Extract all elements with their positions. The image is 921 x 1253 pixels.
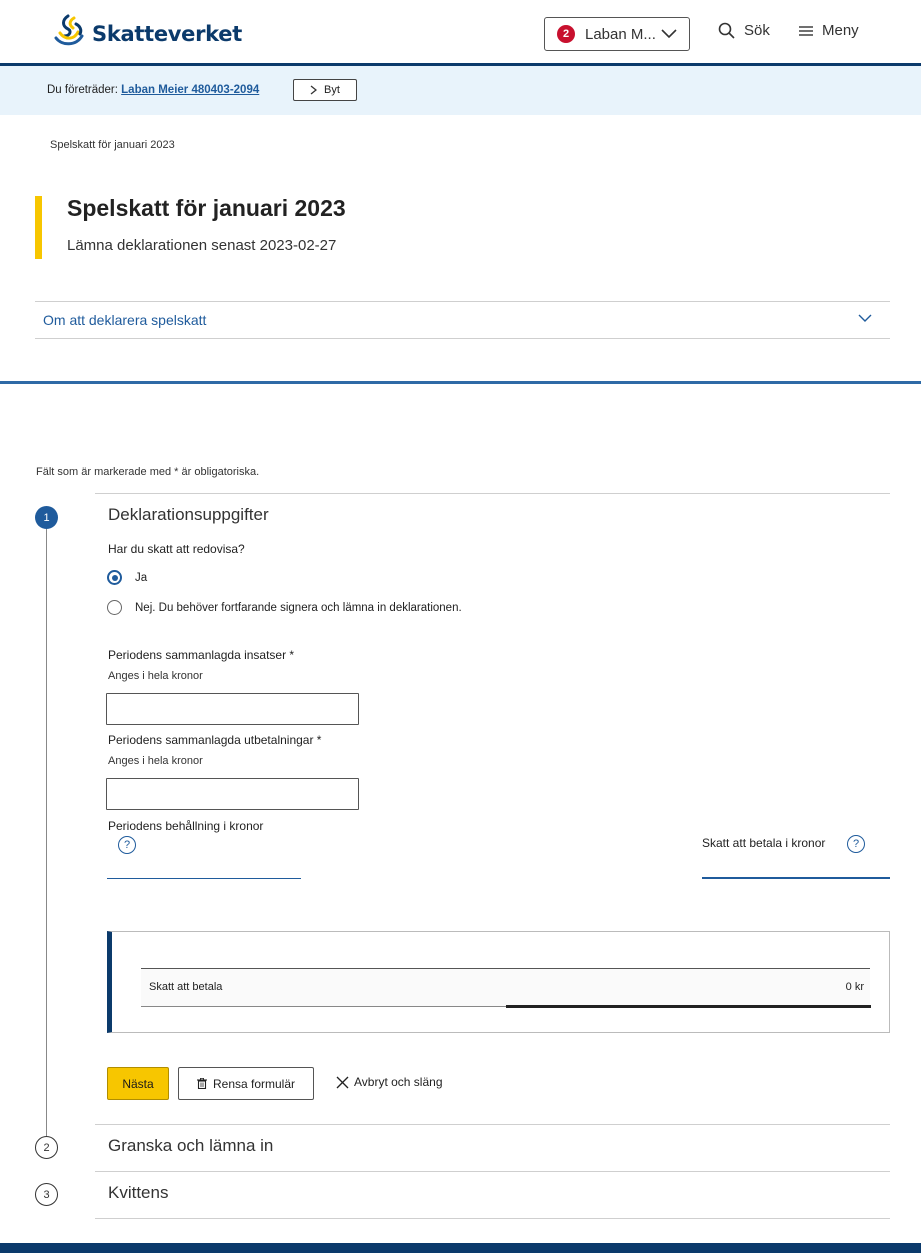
- step-progress-line: [46, 528, 47, 1148]
- step-number-2: 2: [35, 1136, 58, 1159]
- hamburger-icon: [799, 25, 813, 37]
- cancel-discard-label: Avbryt och släng: [354, 1075, 443, 1089]
- skatt-value-field: [702, 877, 890, 879]
- summary-value: 0 kr: [845, 981, 864, 993]
- summary-box: [107, 931, 890, 1033]
- switch-button[interactable]: [293, 79, 357, 101]
- step-title-3: Kvittens: [108, 1183, 169, 1202]
- step-divider: [95, 1124, 890, 1125]
- step-divider: [95, 1218, 890, 1219]
- behallning-label: Periodens behållning i kronor: [108, 819, 264, 833]
- radio-option-nej[interactable]: [107, 600, 462, 615]
- clear-form-label: Rensa formulär: [212, 1076, 296, 1091]
- step-divider: [95, 1171, 890, 1172]
- brand-name: Skatteverket: [92, 22, 242, 46]
- insatser-label: Periodens sammanlagda insatser *: [108, 648, 295, 662]
- chevron-down-icon: [858, 314, 872, 323]
- search-label: Sök: [744, 22, 770, 39]
- user-name: Laban M...: [585, 25, 656, 43]
- switch-label: Byt: [324, 84, 340, 96]
- section-divider: [0, 381, 921, 384]
- trash-icon: [197, 1078, 207, 1089]
- close-icon: [336, 1076, 349, 1089]
- notification-badge: 2: [557, 25, 575, 43]
- represented-person-link[interactable]: Laban Meier 480403-2094: [121, 84, 260, 96]
- required-note: Fält som är markerade med * är obligatoriska.: [36, 466, 260, 478]
- title-block: [35, 196, 346, 259]
- summary-label: Skatt att betala: [149, 981, 223, 993]
- represent-prefix: Du företräder:: [47, 84, 118, 96]
- represent-bar: [0, 66, 921, 115]
- step-number-3: 3: [35, 1183, 58, 1206]
- site-header: [0, 0, 921, 66]
- breadcrumb: Spelskatt för januari 2023: [50, 139, 175, 151]
- accordion-about[interactable]: [35, 301, 890, 339]
- summary-total-underline: [506, 1005, 871, 1008]
- insatser-hint: Anges i hela kronor: [108, 670, 203, 682]
- insatser-input[interactable]: [106, 693, 359, 725]
- step-number-1: 1: [35, 506, 58, 529]
- accordion-label: Om att deklarera spelskatt: [43, 312, 207, 328]
- search-icon: [718, 22, 735, 39]
- step-title-1: Deklarationsuppgifter: [108, 505, 269, 524]
- chevron-right-icon: [310, 85, 317, 95]
- utbetalningar-input[interactable]: [106, 778, 359, 810]
- skatteverket-logo[interactable]: [50, 12, 242, 50]
- radio-button-nej[interactable]: [107, 600, 122, 615]
- footer-bar: [0, 1243, 921, 1253]
- menu-button[interactable]: [799, 22, 859, 39]
- menu-label: Meny: [822, 22, 859, 39]
- user-menu-button[interactable]: [544, 17, 690, 51]
- behallning-value-field: [107, 878, 301, 879]
- page-subtitle: Lämna deklarationen senast 2023-02-27: [67, 237, 337, 254]
- radio-button-ja[interactable]: [107, 570, 122, 585]
- represent-text: [47, 84, 259, 96]
- help-icon[interactable]: ?: [847, 835, 865, 853]
- next-button[interactable]: Nästa: [107, 1067, 169, 1100]
- help-icon[interactable]: ?: [118, 836, 136, 854]
- chevron-down-icon: [661, 27, 677, 41]
- utbetalningar-hint: Anges i hela kronor: [108, 755, 203, 767]
- step-title-2: Granska och lämna in: [108, 1136, 274, 1155]
- radio-label-ja: Ja: [135, 571, 148, 584]
- skatt-label: Skatt att betala i kronor: [702, 836, 826, 850]
- search-button[interactable]: [718, 22, 770, 39]
- summary-row: [141, 968, 870, 1007]
- clear-form-button[interactable]: [178, 1067, 314, 1100]
- skatteverket-logo-icon: [50, 12, 88, 50]
- cancel-discard-button[interactable]: [336, 1075, 443, 1089]
- tax-question: Har du skatt att redovisa?: [108, 542, 245, 556]
- radio-option-ja[interactable]: [107, 570, 147, 585]
- utbetalningar-label: Periodens sammanlagda utbetalningar *: [108, 733, 322, 747]
- step-divider: [95, 493, 890, 494]
- page-title: Spelskatt för januari 2023: [67, 195, 346, 221]
- radio-label-nej: Nej. Du behöver fortfarande signera och lämna in deklarationen.: [135, 601, 462, 614]
